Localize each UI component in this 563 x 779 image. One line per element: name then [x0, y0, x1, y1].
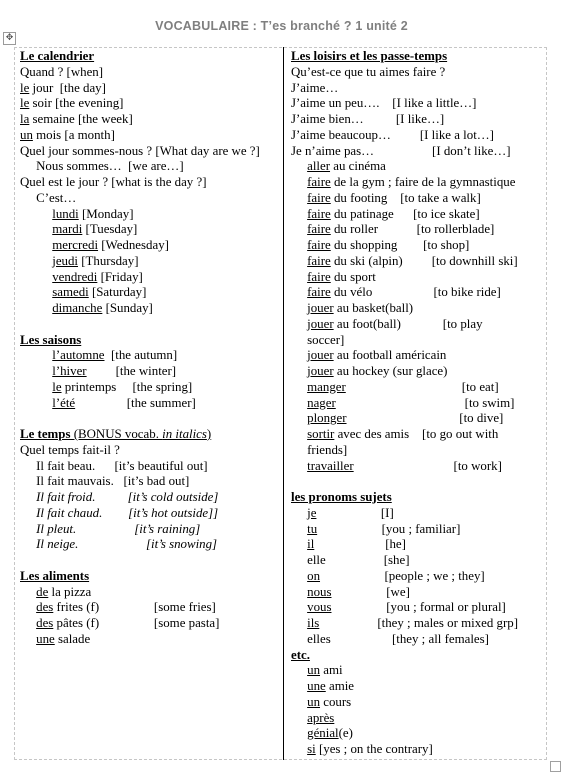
pronoun-entry	[291, 632, 545, 648]
weather-entry	[20, 443, 278, 459]
calendar-entry	[20, 222, 278, 238]
leisure-entry	[291, 285, 545, 301]
entry-text: [he]	[314, 537, 406, 552]
underlined-word: une	[36, 631, 55, 646]
calendar-entry	[20, 191, 278, 207]
entry-text: (e)	[338, 726, 353, 741]
pronouns-list	[291, 506, 545, 648]
underlined-word: jouer	[307, 301, 334, 315]
weather-entry	[20, 474, 278, 490]
entry-text: friends]	[291, 442, 348, 457]
entry-text: frites (f) [some fries]	[53, 600, 216, 615]
calendar-entry	[20, 175, 278, 191]
leisure-entry	[291, 348, 545, 364]
pronoun-entry	[291, 585, 545, 601]
section-heading-etc: etc.	[291, 647, 310, 662]
leisure-entry	[291, 128, 545, 144]
underlined-word: faire	[307, 285, 331, 300]
entry-text: ami	[320, 663, 343, 678]
underlined-word: l’été	[52, 395, 76, 410]
underlined-word: des	[36, 600, 54, 615]
entry-text: du sport	[330, 269, 376, 284]
page-title: VOCABULAIRE : T’es branché ? 1 unité 2	[155, 19, 408, 33]
leisure-entry	[291, 238, 545, 254]
leisure-list	[291, 65, 545, 475]
calendar-entry	[20, 65, 278, 81]
right-column	[291, 49, 545, 758]
underlined-word: tu	[307, 521, 318, 536]
entry-text: Je n’aime pas… [I don’t like…]	[291, 143, 511, 158]
entry-text: [to eat]	[345, 379, 499, 394]
season-entry	[20, 396, 278, 412]
entry-text: pâtes (f) [some pasta]	[53, 616, 220, 630]
leisure-entry	[291, 175, 545, 191]
entry-text: [Saturday]	[88, 285, 147, 300]
entry-text: Il fait froid. [it’s cold outside]	[20, 490, 219, 504]
entry-text: [Friday]	[97, 269, 143, 284]
entry-text: [you ; formal or plural]	[331, 600, 506, 615]
section-heading-weather: Le temps	[20, 427, 71, 441]
entry-text: [the winter]	[86, 364, 177, 378]
calendar-entry	[20, 81, 278, 97]
left-column	[20, 49, 278, 648]
entry-text: au football américain	[333, 348, 447, 363]
seasons-list	[20, 348, 278, 411]
underlined-word: samedi	[52, 285, 89, 300]
leisure-entry	[291, 411, 545, 427]
entry-text: Quand ? [when]	[20, 64, 104, 79]
underlined-word: on	[307, 568, 321, 583]
leisure-entry	[291, 65, 545, 81]
entry-text: Il fait beau. [it’s beautiful out]	[20, 458, 208, 473]
leisure-entry	[291, 443, 545, 459]
leisure-entry	[291, 301, 545, 317]
section-heading-leisure: Les loisirs et les passe-temps	[291, 49, 448, 63]
entry-text: semaine [the week]	[29, 112, 133, 126]
underlined-word: faire	[307, 269, 331, 284]
entry-text: du footing [to take a walk]	[330, 190, 481, 205]
calendar-entry	[20, 254, 278, 270]
leisure-entry	[291, 427, 545, 443]
etc-entry	[291, 742, 545, 758]
entry-text: [Tuesday]	[82, 222, 138, 237]
underlined-word: plonger	[307, 411, 347, 426]
entry-text: soir [the evening]	[29, 96, 124, 111]
leisure-entry	[291, 270, 545, 286]
etc-entry	[291, 695, 545, 711]
entry-text: Nous sommes… [we are…]	[20, 159, 184, 174]
entry-text: J’aime…	[291, 80, 339, 95]
entry-text: [to dive]	[346, 411, 504, 426]
entry-text: Quel jour sommes-nous ? [What day are we ?]	[20, 143, 260, 158]
pronoun-entry	[291, 522, 545, 538]
entry-text: Qu’est-ce que tu aimes faire ?	[291, 64, 446, 79]
season-entry	[20, 348, 278, 364]
table-resize-handle-icon[interactable]	[550, 761, 561, 772]
underlined-word: faire	[307, 238, 331, 252]
underlined-word: de	[36, 584, 49, 599]
entry-text: Quel temps fait-il ?	[20, 442, 120, 457]
underlined-word: nous	[307, 584, 332, 599]
calendar-entry	[20, 112, 278, 128]
entry-text: J’aime beaucoup… [I like a lot…]	[291, 127, 494, 142]
season-entry	[20, 364, 278, 380]
entry-text: avec des amis [to go out with	[334, 427, 499, 441]
entry-text: du roller [to rollerblade]	[330, 222, 495, 237]
entry-text: elles [they ; all females]	[291, 631, 489, 646]
entry-text: mois [a month]	[32, 127, 115, 142]
entry-text: de la gym ; faire de la gymnastique	[330, 175, 516, 189]
leisure-entry	[291, 96, 545, 112]
leisure-entry	[291, 317, 545, 333]
entry-text: [the autumn]	[104, 348, 178, 363]
calendar-entry	[20, 207, 278, 223]
underlined-word: faire	[307, 253, 331, 268]
leisure-entry	[291, 364, 545, 380]
food-entry	[20, 632, 278, 648]
food-list	[20, 585, 278, 648]
entry-text: [Thursday]	[78, 253, 139, 268]
pronoun-entry	[291, 506, 545, 522]
underlined-word: travailler	[307, 458, 354, 473]
entry-text: Quel est le jour ? [what is the day ?]	[20, 175, 207, 189]
weather-note: (BONUS vocab. in italics)	[70, 427, 212, 441]
calendar-entry	[20, 270, 278, 286]
calendar-entry	[20, 144, 278, 160]
entry-text: du vélo [to bike ride]	[330, 285, 501, 300]
calendar-list	[20, 65, 278, 317]
entry-text: [I]	[316, 505, 394, 520]
leisure-entry	[291, 191, 545, 207]
weather-list	[20, 443, 278, 553]
underlined-word: des	[36, 616, 54, 630]
entry-text: la pizza	[48, 584, 92, 599]
entry-text: au hockey (sur glace)	[333, 364, 448, 378]
calendar-entry	[20, 301, 278, 317]
underlined-word: le	[20, 96, 30, 111]
pronoun-entry	[291, 569, 545, 585]
underlined-word: faire	[307, 190, 331, 205]
entry-text: Il fait chaud. [it’s hot outside]]	[20, 505, 219, 520]
entry-text: [yes ; on the contrary]	[315, 742, 433, 756]
table-move-handle-icon[interactable]: ✥	[3, 32, 16, 45]
underlined-word: un	[307, 663, 321, 678]
section-heading-seasons: Les saisons	[20, 332, 82, 347]
leisure-entry	[291, 459, 545, 475]
etc-entry	[291, 663, 545, 679]
underlined-word: un	[307, 694, 321, 709]
entry-text: du patinage [to ice skate]	[330, 206, 480, 221]
underlined-word: jeudi	[52, 253, 79, 268]
entry-text: salade	[54, 631, 91, 646]
entry-text: au basket(ball)	[333, 301, 414, 315]
entry-text: [people ; we ; they]	[320, 568, 485, 583]
food-entry	[20, 600, 278, 616]
food-entry	[20, 585, 278, 601]
leisure-entry	[291, 222, 545, 238]
underlined-word: faire	[307, 175, 331, 189]
underlined-word: il	[307, 537, 315, 552]
leisure-entry	[291, 81, 545, 97]
pronoun-entry	[291, 553, 545, 569]
pronoun-entry	[291, 600, 545, 616]
entry-text: [you ; familiar]	[317, 521, 461, 536]
entry-text: cours	[320, 694, 352, 709]
food-entry	[20, 616, 278, 632]
etc-entry	[291, 711, 545, 727]
underlined-word: sortir	[307, 427, 335, 441]
leisure-entry	[291, 159, 545, 175]
underlined-word: mardi	[52, 222, 83, 237]
underlined-word: mercredi	[52, 238, 99, 252]
etc-entry	[291, 726, 545, 742]
entry-text: [we]	[331, 584, 410, 599]
etc-list	[291, 663, 545, 758]
calendar-entry	[20, 238, 278, 254]
entry-text: [the summer]	[75, 395, 196, 410]
underlined-word: faire	[307, 222, 331, 237]
column-divider	[283, 47, 284, 760]
entry-text: amie	[325, 679, 355, 693]
section-heading-food: Les aliments	[20, 568, 90, 583]
entry-text: Il pleut. [it’s raining]	[20, 521, 201, 536]
underlined-word: jouer	[307, 316, 334, 331]
leisure-entry	[291, 333, 545, 349]
underlined-word: l’hiver	[52, 364, 87, 378]
weather-entry	[20, 490, 278, 506]
entry-text: J’aime bien… [I like…]	[291, 112, 445, 126]
underlined-word: ils	[307, 616, 320, 630]
entry-text: Il fait mauvais. [it’s bad out]	[20, 474, 190, 489]
underlined-word: dimanche	[52, 301, 103, 315]
entry-text: du shopping [to shop]	[330, 238, 470, 252]
section-heading-pronouns: les pronoms sujets	[291, 490, 392, 504]
underlined-word: si	[307, 742, 316, 756]
leisure-entry	[291, 254, 545, 270]
underlined-word: jouer	[307, 364, 334, 378]
underlined-word: faire	[307, 206, 331, 221]
weather-entry	[20, 459, 278, 475]
underlined-word: la	[20, 112, 30, 126]
underlined-word: l’automne	[52, 348, 105, 363]
etc-entry	[291, 679, 545, 695]
underlined-word: lundi	[52, 206, 79, 221]
entry-text: J’aime un peu…. [I like a little…]	[291, 96, 477, 111]
underlined-word: vous	[307, 600, 332, 615]
section-heading-calendar: Le calendrier	[20, 49, 95, 63]
underlined-word: nager	[307, 395, 336, 410]
season-entry	[20, 380, 278, 396]
calendar-entry	[20, 96, 278, 112]
calendar-entry	[20, 285, 278, 301]
underlined-word: après	[307, 710, 335, 725]
leisure-entry	[291, 112, 545, 128]
entry-text: [Wednesday]	[98, 238, 169, 252]
underlined-word: manger	[307, 379, 346, 394]
pronoun-entry	[291, 616, 545, 632]
weather-entry	[20, 506, 278, 522]
underlined-word: une	[307, 679, 326, 693]
entry-text: jour [the day]	[29, 80, 106, 95]
entry-text: [to work]	[353, 458, 502, 473]
weather-entry	[20, 522, 278, 538]
underlined-word: jouer	[307, 348, 334, 363]
leisure-entry	[291, 144, 545, 160]
entry-text: [Sunday]	[102, 301, 153, 315]
entry-text: [they ; males or mixed grp]	[319, 616, 519, 630]
leisure-entry	[291, 380, 545, 396]
underlined-word: un	[20, 127, 33, 142]
underlined-word: génial	[307, 726, 339, 741]
calendar-entry	[20, 159, 278, 175]
leisure-entry	[291, 207, 545, 223]
calendar-entry	[20, 128, 278, 144]
underlined-word: aller	[307, 159, 331, 174]
entry-text: au foot(ball) [to play	[333, 316, 483, 331]
entry-text: du ski (alpin) [to downhill ski]	[330, 253, 518, 268]
entry-text: printemps [the spring]	[61, 379, 193, 394]
entry-text: elle [she]	[291, 553, 410, 567]
entry-text: [to swim]	[335, 395, 515, 410]
entry-text: [Monday]	[78, 206, 134, 221]
entry-text: C’est…	[20, 190, 77, 205]
underlined-word: je	[307, 505, 317, 520]
leisure-entry	[291, 396, 545, 412]
weather-entry	[20, 537, 278, 553]
entry-text: soccer]	[291, 332, 345, 347]
entry-text: au cinéma	[330, 159, 386, 174]
section-heading-weather-line	[20, 427, 278, 443]
pronoun-entry	[291, 537, 545, 553]
entry-text: Il neige. [it’s snowing]	[20, 537, 218, 552]
underlined-word: le	[52, 379, 62, 394]
underlined-word: vendredi	[52, 269, 98, 284]
underlined-word: le	[20, 80, 30, 95]
